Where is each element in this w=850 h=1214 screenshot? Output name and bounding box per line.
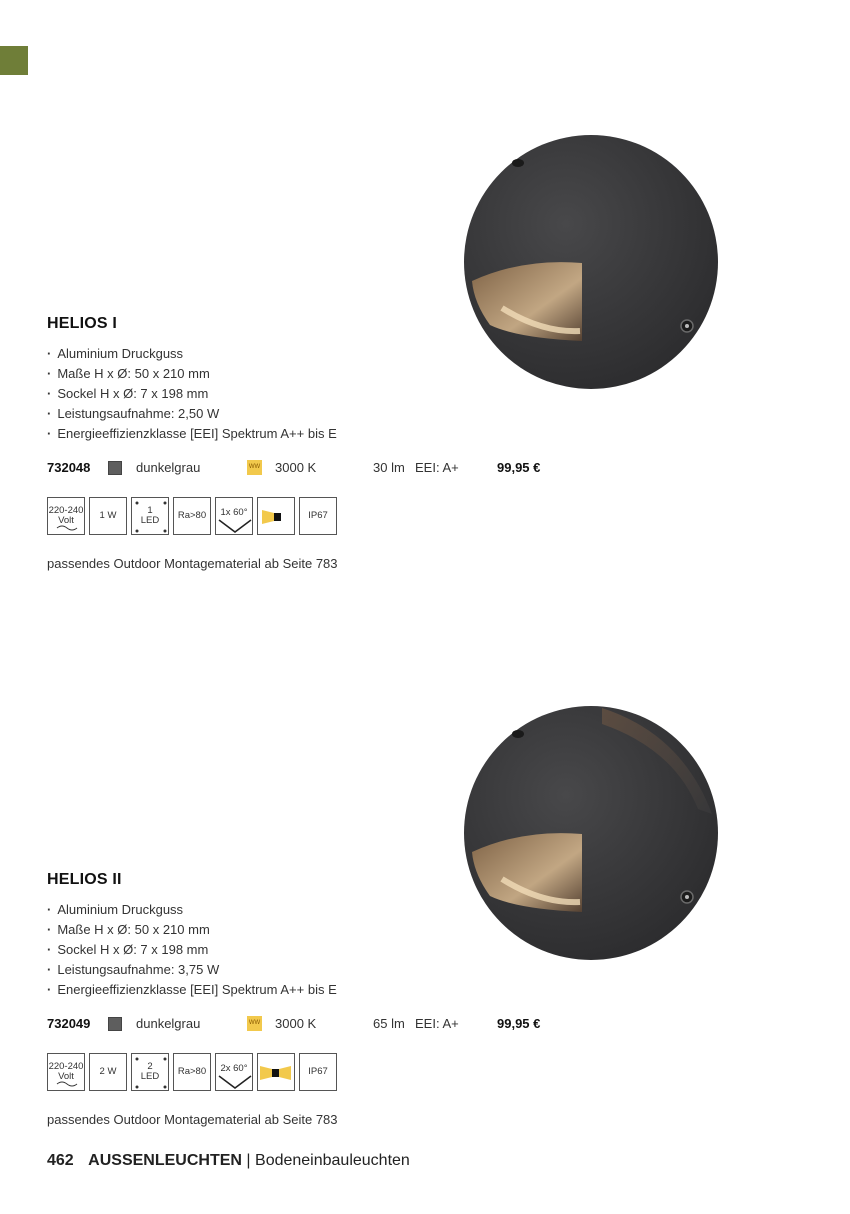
color-rendering-icon: Ra>80: [173, 497, 211, 535]
color-swatch: [108, 1017, 122, 1031]
spec-list: [47, 344, 337, 444]
wattage-icon: 2 W: [89, 1053, 127, 1091]
product-image-helios-1: [462, 133, 720, 391]
price: 99,95 €: [497, 460, 541, 475]
article-row: [47, 458, 567, 478]
energy-class: EEI: A+: [415, 1016, 459, 1031]
warm-white-icon: WW: [247, 460, 262, 475]
price: 99,95 €: [497, 1016, 541, 1031]
mounting-note: passendes Outdoor Montagematerial ab Seite 783: [47, 1112, 338, 1127]
feature-icons: [47, 1053, 337, 1091]
light-direction-icon: [257, 497, 295, 535]
beam-angle-icon: 1x 60°: [215, 497, 253, 535]
spec-item: · Leistungsaufnahme: 2,50 W: [47, 404, 337, 424]
color-name: dunkelgrau: [136, 460, 201, 475]
lumen-value: 65 lm: [373, 1016, 405, 1031]
spec-item: · Leistungsaufnahme: 3,75 W: [47, 960, 337, 980]
feature-icons: [47, 497, 337, 535]
article-number: 732048: [47, 460, 91, 475]
light-direction-icon: [257, 1053, 295, 1091]
spec-item: · Aluminium Druckguss: [47, 900, 337, 920]
article-row: [47, 1014, 567, 1034]
spec-item: · Maße H x Ø: 50 x 210 mm: [47, 920, 337, 940]
voltage-icon: 220-240 Volt: [47, 1053, 85, 1091]
page-number: 462: [47, 1152, 74, 1169]
led-icon: 2 LED: [131, 1053, 169, 1091]
beam-angle-icon: 2x 60°: [215, 1053, 253, 1091]
spec-item: · Maße H x Ø: 50 x 210 mm: [47, 364, 337, 384]
footer-separator: |: [246, 1152, 251, 1169]
color-swatch: [108, 461, 122, 475]
mounting-note: passendes Outdoor Montagematerial ab Seite 783: [47, 556, 338, 571]
voltage-icon: 220-240 Volt: [47, 497, 85, 535]
lumen-value: 30 lm: [373, 460, 405, 475]
article-number: 732049: [47, 1016, 91, 1031]
warm-white-icon: WW: [247, 1016, 262, 1031]
product-image-helios-2: [462, 704, 720, 962]
ip-rating-icon: IP67: [299, 1053, 337, 1091]
energy-class: EEI: A+: [415, 460, 459, 475]
product-title: HELIOS I: [47, 315, 118, 332]
subsection-title: Bodeneinbauleuchten: [255, 1152, 410, 1169]
led-icon: 1 LED: [131, 497, 169, 535]
color-temperature: 3000 K: [275, 1016, 317, 1031]
color-rendering-icon: Ra>80: [173, 1053, 211, 1091]
spec-item: · Sockel H x Ø: 7 x 198 mm: [47, 940, 337, 960]
spec-item: · Sockel H x Ø: 7 x 198 mm: [47, 384, 337, 404]
section-color-tab: [0, 46, 28, 75]
section-title: AUSSENLEUCHTEN: [88, 1152, 242, 1169]
spec-list: [47, 900, 337, 1000]
color-name: dunkelgrau: [136, 1016, 201, 1031]
page-footer: [47, 1152, 410, 1170]
product-title: HELIOS II: [47, 871, 122, 888]
color-temperature: 3000 K: [275, 460, 317, 475]
ip-rating-icon: IP67: [299, 497, 337, 535]
spec-item: · Energieeffizienzklasse [EEI] Spektrum A++ bis E: [47, 980, 337, 1000]
spec-item: · Aluminium Druckguss: [47, 344, 337, 364]
wattage-icon: 1 W: [89, 497, 127, 535]
spec-item: · Energieeffizienzklasse [EEI] Spektrum A++ bis E: [47, 424, 337, 444]
